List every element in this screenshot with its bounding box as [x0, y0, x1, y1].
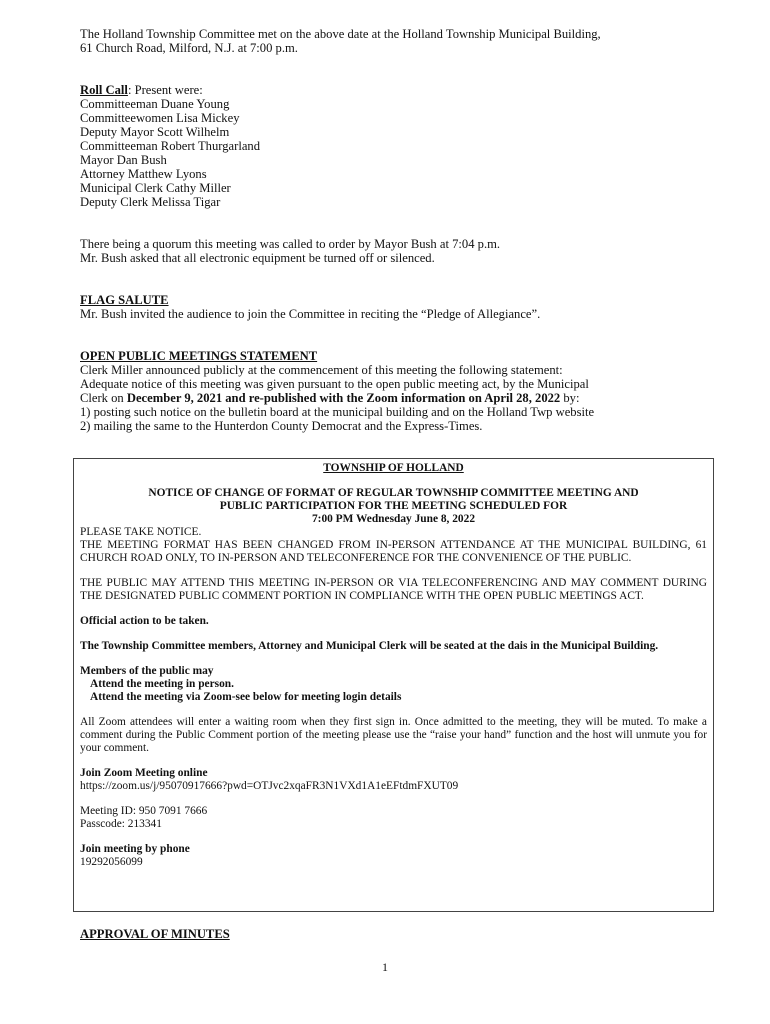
flag-salute-heading: FLAG SALUTE	[80, 293, 169, 307]
opma-line-2: Adequate notice of this meeting was given pursuant to the open public meeting act, by the Municipal	[80, 377, 589, 391]
opma-line-3-c: by:	[560, 391, 580, 405]
notice-heading-3: 7:00 PM Wednesday June 8, 2022	[311, 513, 476, 525]
document-body	[80, 27, 716, 433]
notice-seated: The Township Committee members, Attorney and Municipal Clerk will be seated at the dais in the Municipal Building.	[80, 640, 659, 652]
roll-call-lead: : Present were:	[127, 83, 203, 97]
notice-join-online-label: Join Zoom Meeting online	[80, 767, 208, 779]
opma-line-3-a: Clerk on	[80, 391, 127, 405]
notice-format-change: THE MEETING FORMAT HAS BEEN CHANGED FROM IN-PERSON ATTENDANCE AT THE MUNICIPAL BUILDING, 61 CHURCH ROAD ONLY, TO IN-PERSON AND TELECONFERENCE FOR THE CONVENIENCE OF THE PUBLIC.	[80, 539, 707, 564]
roll-call-member: Deputy Mayor Scott Wilhelm	[80, 125, 230, 139]
opma-line-3	[80, 391, 716, 405]
opma-line-5: 2) mailing the same to the Hunterdon County Democrat and the Express-Times.	[80, 419, 483, 433]
quorum-line-2: Mr. Bush asked that all electronic equipment be turned off or silenced.	[80, 251, 435, 265]
roll-call-member: Committeeman Duane Young	[80, 97, 230, 111]
roll-call-member: Committeeman Robert Thurgarland	[80, 139, 261, 153]
notice-attend-zoom: Attend the meeting via Zoom-see below for meeting login details	[90, 691, 402, 703]
roll-call-heading: Roll Call	[80, 83, 128, 97]
notice-attend-person: Attend the meeting in person.	[90, 678, 234, 690]
notice-box	[73, 458, 714, 912]
notice-please: PLEASE TAKE NOTICE.	[80, 526, 202, 538]
notice-join-phone-label: Join meeting by phone	[80, 843, 190, 855]
notice-phone: 19292056099	[80, 856, 143, 868]
notice-public-may: THE PUBLIC MAY ATTEND THIS MEETING IN-PERSON OR VIA TELECONFERENCING AND MAY COMMENT DURING THE DESIGNATED PUBLIC COMMENT PORTION IN COMPLIANCE WITH THE OPEN PUBLIC MEETINGS ACT.	[80, 577, 707, 602]
quorum-line-1: There being a quorum this meeting was called to order by Mayor Bush at 7:04 p.m.	[80, 237, 501, 251]
roll-call-member: Attorney Matthew Lyons	[80, 167, 207, 181]
zoom-link[interactable]: https://zoom.us/j/95070917666?pwd=OTJvc2xqaFR3N1VXd1A1eEFtdmFXUT09	[80, 780, 459, 792]
notice-passcode: Passcode: 213341	[80, 818, 162, 830]
intro-line-1: The Holland Township Committee met on the above date at the Holland Township Municipal Building,	[80, 27, 601, 41]
notice-zoom-info: All Zoom attendees will enter a waiting room when they first sign in. Once admitted to the meeting, they will be muted. To make a comment during the Public Comment portion of the meeting please use the “raise your hand” function and the host will unmute you for your comment.	[80, 716, 707, 754]
page-number: 1	[382, 960, 388, 974]
opma-line-4: 1) posting such notice on the bulletin board at the municipal building and on the Holland Twp website	[80, 405, 595, 419]
roll-call-member: Mayor Dan Bush	[80, 153, 167, 167]
roll-call-member: Deputy Clerk Melissa Tigar	[80, 195, 221, 209]
notice-heading-1: NOTICE OF CHANGE OF FORMAT OF REGULAR TOWNSHIP COMMITTEE MEETING AND	[148, 487, 639, 499]
notice-meeting-id: Meeting ID: 950 7091 7666	[80, 805, 208, 817]
roll-call-heading-line	[80, 83, 716, 97]
notice-members-public: Members of the public may	[80, 665, 214, 677]
notice-title: TOWNSHIP OF HOLLAND	[323, 462, 464, 474]
opma-line-1: Clerk Miller announced publicly at the commencement of this meeting the following statement:	[80, 363, 563, 377]
opma-line-3-b: December 9, 2021 and re-published with the Zoom information on April 28, 2022	[126, 391, 561, 405]
approval-heading: APPROVAL OF MINUTES	[80, 927, 230, 941]
flag-salute-text: Mr. Bush invited the audience to join the Committee in reciting the “Pledge of Allegiance”.	[80, 307, 541, 321]
roll-call-list	[80, 97, 716, 209]
notice-heading-2: PUBLIC PARTICIPATION FOR THE MEETING SCHEDULED FOR	[219, 500, 568, 512]
roll-call-member: Committeewomen Lisa Mickey	[80, 111, 240, 125]
opma-heading: OPEN PUBLIC MEETINGS STATEMENT	[80, 349, 318, 363]
intro-line-2: 61 Church Road, Milford, N.J. at 7:00 p.m.	[80, 41, 298, 55]
roll-call-member: Municipal Clerk Cathy Miller	[80, 181, 231, 195]
notice-official-action: Official action to be taken.	[80, 615, 209, 627]
